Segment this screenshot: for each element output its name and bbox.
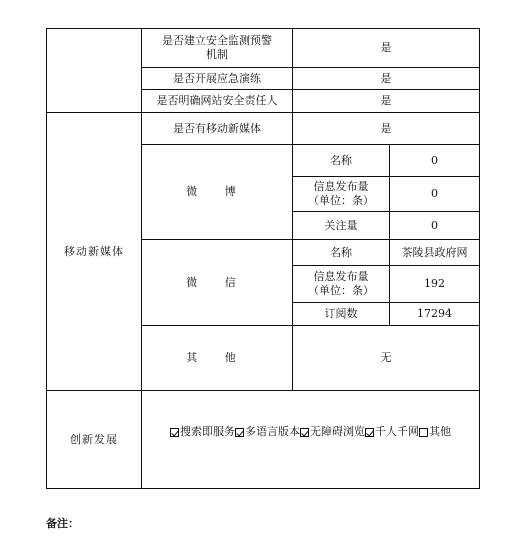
- innovation-option-label: 无障碍浏览: [310, 425, 365, 438]
- wechat-name-value: 茶陵县政府网: [401, 245, 468, 259]
- remarks-label: 备注：: [46, 517, 79, 530]
- security-warning-label: 是否建立安全监测预警 机制: [162, 34, 272, 61]
- innovation-option-label: 搜索即服务: [180, 425, 235, 438]
- wechat-posts-label: 信息发布量 （单位：条）: [308, 270, 374, 297]
- weibo-followers-label: 关注量: [324, 218, 358, 232]
- wechat-subscribers-label: 订阅数: [324, 307, 358, 320]
- safety-owner-label: 是否明确网站安全责任人: [156, 94, 278, 107]
- other-media-value: 无: [380, 351, 392, 364]
- innovation-section-label: 创新发展: [70, 432, 118, 446]
- innovation-option-label: 多语言版本: [245, 425, 300, 438]
- security-warning-value: 是: [380, 41, 392, 54]
- emergency-drill-label: 是否开展应急演练: [173, 71, 261, 85]
- checked-checkbox-icon[interactable]: [300, 428, 309, 437]
- checked-checkbox-icon[interactable]: [170, 428, 179, 437]
- weibo-name-label: 名称: [330, 153, 352, 167]
- wechat-name-label: 名称: [330, 245, 352, 259]
- mobile-media-section-label: 移动新媒体: [64, 244, 124, 258]
- has-mobile-media-label: 是否有移动新媒体: [173, 121, 261, 135]
- weibo-name-value: 0: [431, 153, 438, 167]
- checked-checkbox-icon[interactable]: [365, 428, 374, 437]
- wechat-subscribers-value: 17294: [417, 307, 452, 320]
- other-media-label: 其 他: [186, 351, 248, 364]
- innovation-option[interactable]: [365, 425, 419, 439]
- has-mobile-media-value: 是: [380, 121, 392, 135]
- website-annual-report-table: [46, 28, 480, 489]
- checked-checkbox-icon[interactable]: [235, 428, 244, 437]
- safety-owner-value: 是: [380, 94, 392, 107]
- weibo-posts-value: 0: [431, 187, 438, 200]
- weibo-posts-label: 信息发布量 （单位：条）: [308, 180, 374, 207]
- innovation-option[interactable]: [235, 425, 300, 439]
- innovation-options: [142, 391, 479, 473]
- innovation-option-label: 其他: [429, 425, 451, 438]
- weibo-followers-value: 0: [431, 218, 438, 232]
- wechat-posts-value: 192: [424, 277, 445, 290]
- innovation-option[interactable]: [300, 425, 365, 439]
- unchecked-checkbox-icon[interactable]: [419, 428, 428, 437]
- weibo-label: 微 博: [186, 185, 248, 198]
- wechat-label: 微 信: [186, 275, 248, 289]
- emergency-drill-value: 是: [380, 71, 392, 85]
- innovation-option-label: 千人千网: [375, 425, 419, 438]
- innovation-option[interactable]: [419, 425, 451, 439]
- innovation-option[interactable]: [170, 425, 235, 439]
